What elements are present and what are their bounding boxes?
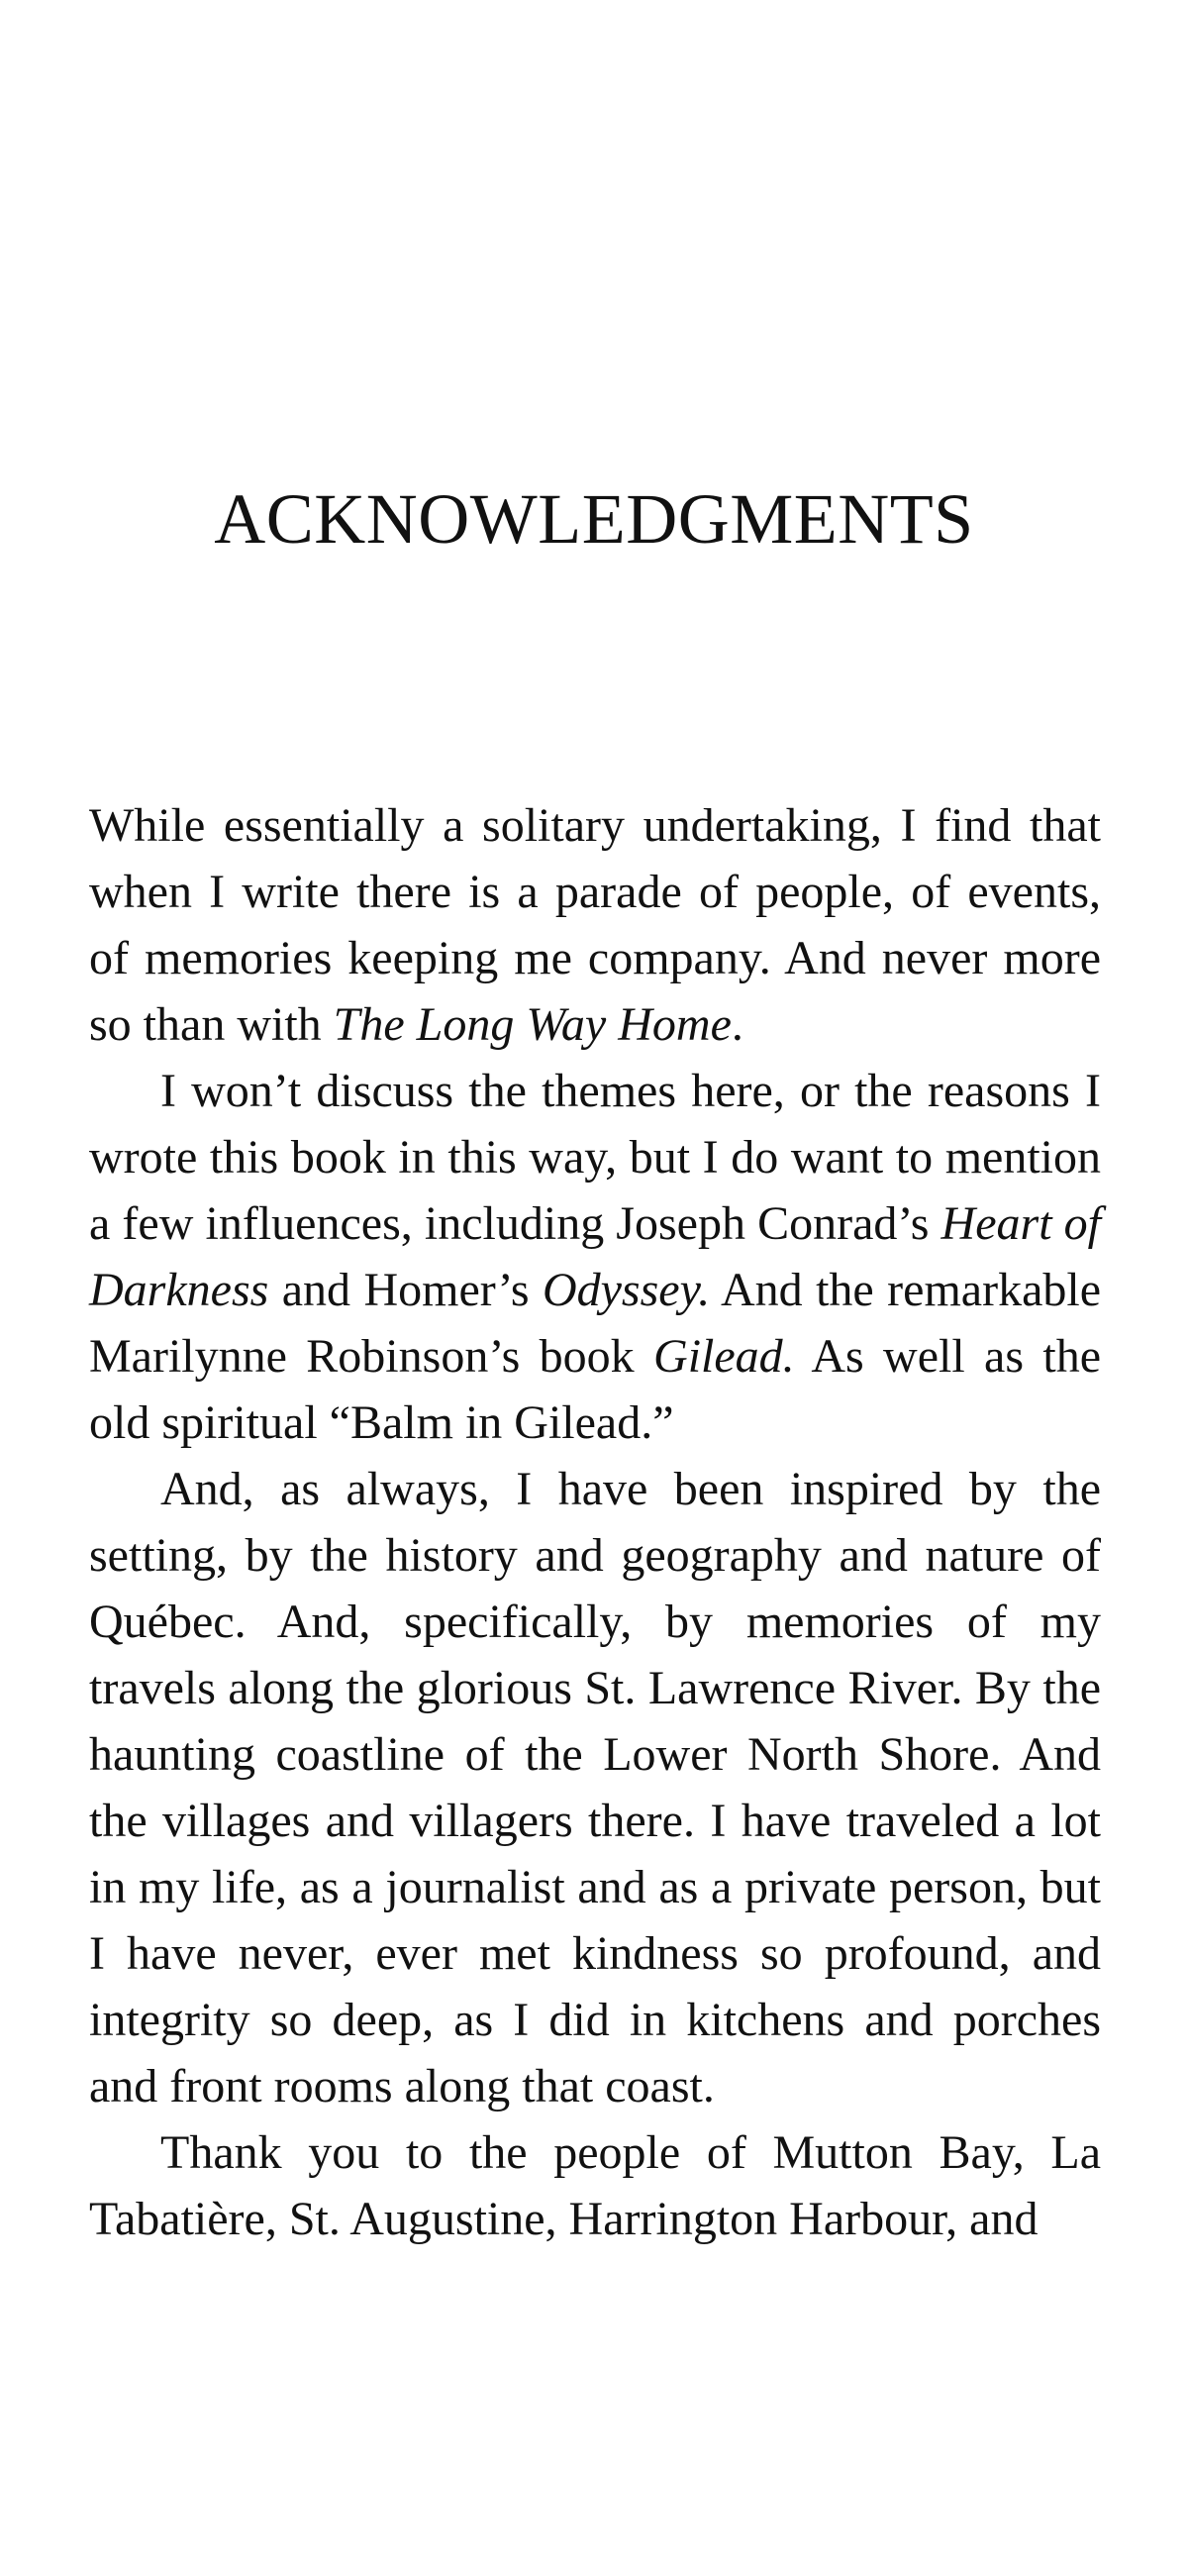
acknowledgments-body [89,792,1101,2252]
paragraph-2 [89,1058,1101,1456]
book-title-the-long-way-home: The Long Way Home [333,998,732,1051]
paragraph-2-text-b: and Homer’s [268,1264,543,1316]
paragraph-2-text-a: I won’t discuss the themes here, or the reasons I wrote this book in this way, but I do want to mention a few influences, including Joseph Conrad’s [89,1065,1101,1250]
paragraph-2-text-c: And the remarkable Marilynne Robinson’s book [89,1264,1102,1383]
paragraph-2-text-d: As well as the old spiritual “Balm in Gilead.” [89,1330,1101,1449]
book-title-odyssey: Odyssey. [542,1264,711,1316]
book-title-heart-of-darkness: Heart of Darkness [89,1197,1101,1316]
paragraph-1 [89,792,1101,1058]
book-title-gilead: Gilead. [653,1330,795,1383]
paragraph-4: Thank you to the people of Mutton Bay, La Tabatière, St. Augustine, Harrington Harbour, and [89,2126,1101,2245]
paragraph-1-end: . [731,998,743,1051]
paragraph-3: And, as always, I have been inspired by the setting, by the history and geography and nature of Québec. And, specifically, by memories of my travels along the glorious St. Lawrence River. By the haunting coastline of the Lower North Shore. And the villages and villagers there. I have traveled a lot in my life, as a journalist and as a private person, but I have never, ever met kindness so profound, and integrity so deep, as I did in kitchens and porches and front rooms along that coast. [89,1463,1101,2112]
chapter-title: ACKNOWLEDGMENTS [214,479,974,559]
paragraph-1-text: While essentially a solitary undertaking, I find that when I write there is a parade of people, of events, of memories keeping me company. And never more so than with [89,799,1101,1051]
